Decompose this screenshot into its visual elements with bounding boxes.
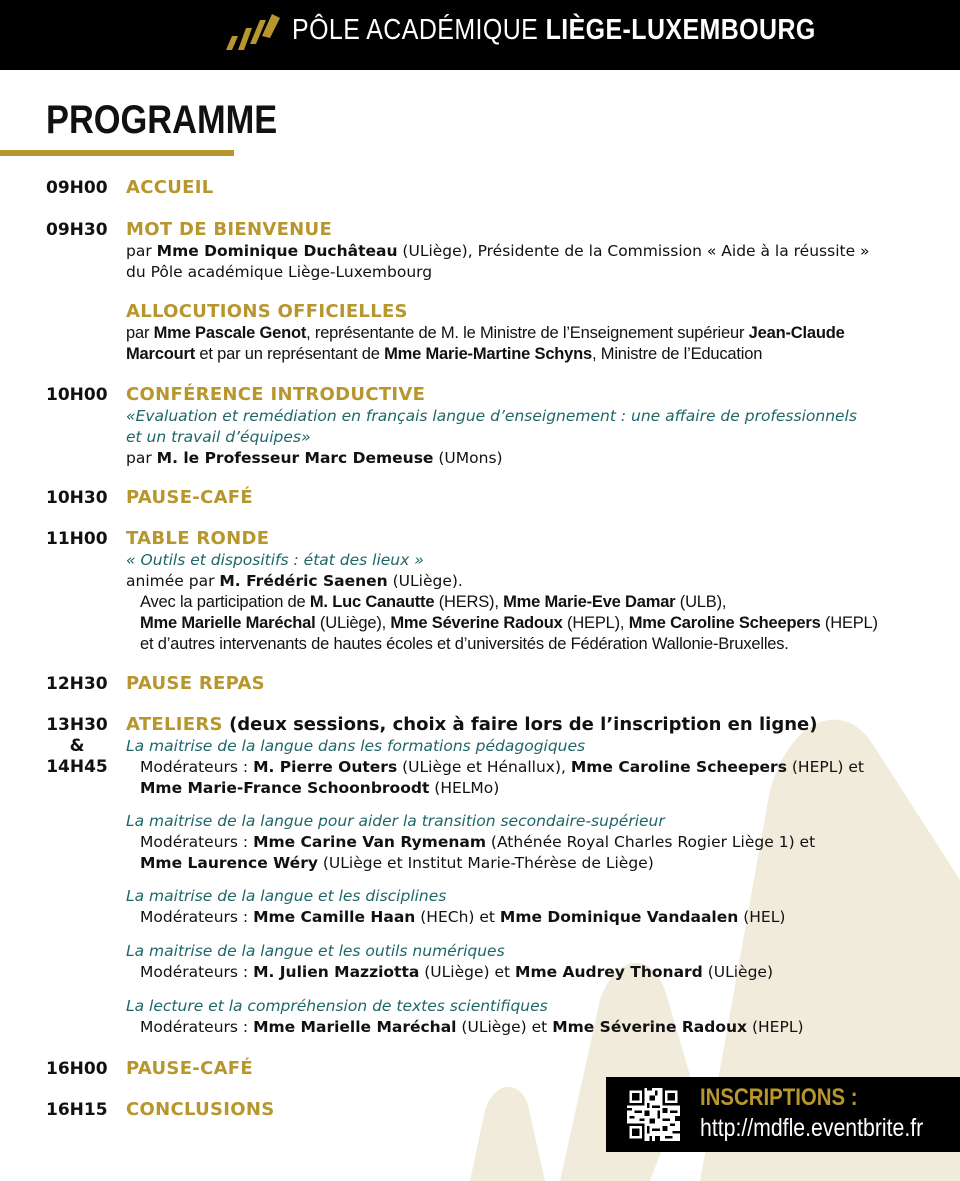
moderators-line: Modérateurs : Mme Carine Van Rymenam (Athénée Royal Charles Rogier Liège 1) et [140,833,816,851]
moderators-line: Modérateurs : M. Pierre Outers (ULiège et Hénallux), Mme Caroline Scheepers (HEPL) et [140,758,864,776]
header-title: PÔLE ACADÉMIQUE LIÈGE-LUXEMBOURG [292,14,816,46]
speaker-line: par Mme Pascale Genot, représentante de M. le Ministre de l’Enseignement supérieur Jean-Claude [126,324,845,342]
section-heading: PAUSE-CAFÉ [126,487,253,508]
time-label: 09H30 [46,220,108,240]
speaker-line: animée par M. Frédéric Saenen (ULiège). [126,572,463,590]
talk-title: «Evaluation et remédiation en français langue d’enseignement : une affaire de professionnels [126,407,857,425]
moderators-line: Mme Marie-France Schoonbroodt (HELMo) [140,779,500,797]
stripes-logo-icon [222,10,284,56]
time-ampersand: & [69,736,85,756]
workshop-title: La maitrise de la langue pour aider la transition secondaire-supérieur [126,812,665,830]
workshop-title: La maitrise de la langue dans les formations pédagogiques [126,737,586,755]
time-label: 10H30 [46,488,108,508]
section-heading: PAUSE-CAFÉ [126,1058,253,1079]
section-heading: CONFÉRENCE INTRODUCTIVE [126,384,426,405]
speaker-line: par M. le Professeur Marc Demeuse (UMons) [126,449,503,467]
section-heading: PAUSE REPAS [126,673,265,694]
time-label: 13H30 [46,715,108,735]
time-label: 16H00 [46,1059,108,1079]
speaker-line: du Pôle académique Liège-Luxembourg [126,263,433,281]
participants-line: Mme Marielle Maréchal (ULiège), Mme Séverine Radoux (HEPL), Mme Caroline Scheepers (HEPL) [140,614,878,632]
section-heading: TABLE RONDE [126,528,270,549]
section-heading: ACCUEIL [126,177,214,198]
time-label: 10H00 [46,385,108,405]
moderators-line: Modérateurs : Mme Marielle Maréchal (ULiège) et Mme Séverine Radoux (HEPL) [140,1018,804,1036]
time-label: 16H15 [46,1100,108,1120]
workshop-title: La lecture et la compréhension de textes scientifiques [126,997,548,1015]
moderators-line: Mme Laurence Wéry (ULiège et Institut Marie-Thérèse de Liège) [140,854,654,872]
speaker-line: Marcourt et par un représentant de Mme Marie-Martine Schyns, Ministre de l’Education [126,345,763,363]
time-label: 14H45 [46,757,108,777]
workshop-title: La maitrise de la langue et les disciplines [126,887,447,905]
workshop-title: La maitrise de la langue et les outils numériques [126,942,505,960]
section-heading: ALLOCUTIONS OFFICIELLES [126,301,408,322]
inscriptions-url-link[interactable]: http://mdfle.eventbrite.fr [700,1114,924,1142]
time-label: 09H00 [46,178,108,198]
moderators-line: Modérateurs : Mme Camille Haan (HECh) et Mme Dominique Vandaalen (HEL) [140,908,786,926]
participants-line: et d’autres intervenants de hautes écoles et d’universités de Fédération Wallonie-Bruxelles. [140,635,789,653]
inscriptions-title: INSCRIPTIONS : [700,1084,858,1111]
time-label: 12H30 [46,674,108,694]
talk-title: et un travail d’équipes» [126,428,311,446]
participants-line: Avec la participation de M. Luc Canautte (HERS), Mme Marie-Eve Damar (ULB), [140,593,727,611]
section-heading: CONCLUSIONS [126,1099,275,1120]
section-heading: MOT DE BIENVENUE [126,219,333,240]
talk-title: « Outils et dispositifs : état des lieux » [126,551,424,569]
page-title: PROGRAMME [46,98,278,142]
moderators-line: Modérateurs : M. Julien Mazziotta (ULiège) et Mme Audrey Thonard (ULiège) [140,963,774,981]
title-underline [0,150,234,156]
section-heading: ATELIERS (deux sessions, choix à faire lors de l’inscription en ligne) [126,714,818,735]
time-label: 11H00 [46,529,108,549]
speaker-line: par Mme Dominique Duchâteau (ULiège), Présidente de la Commission « Aide à la réussite » [126,242,870,260]
qr-code-icon[interactable] [627,1088,680,1141]
